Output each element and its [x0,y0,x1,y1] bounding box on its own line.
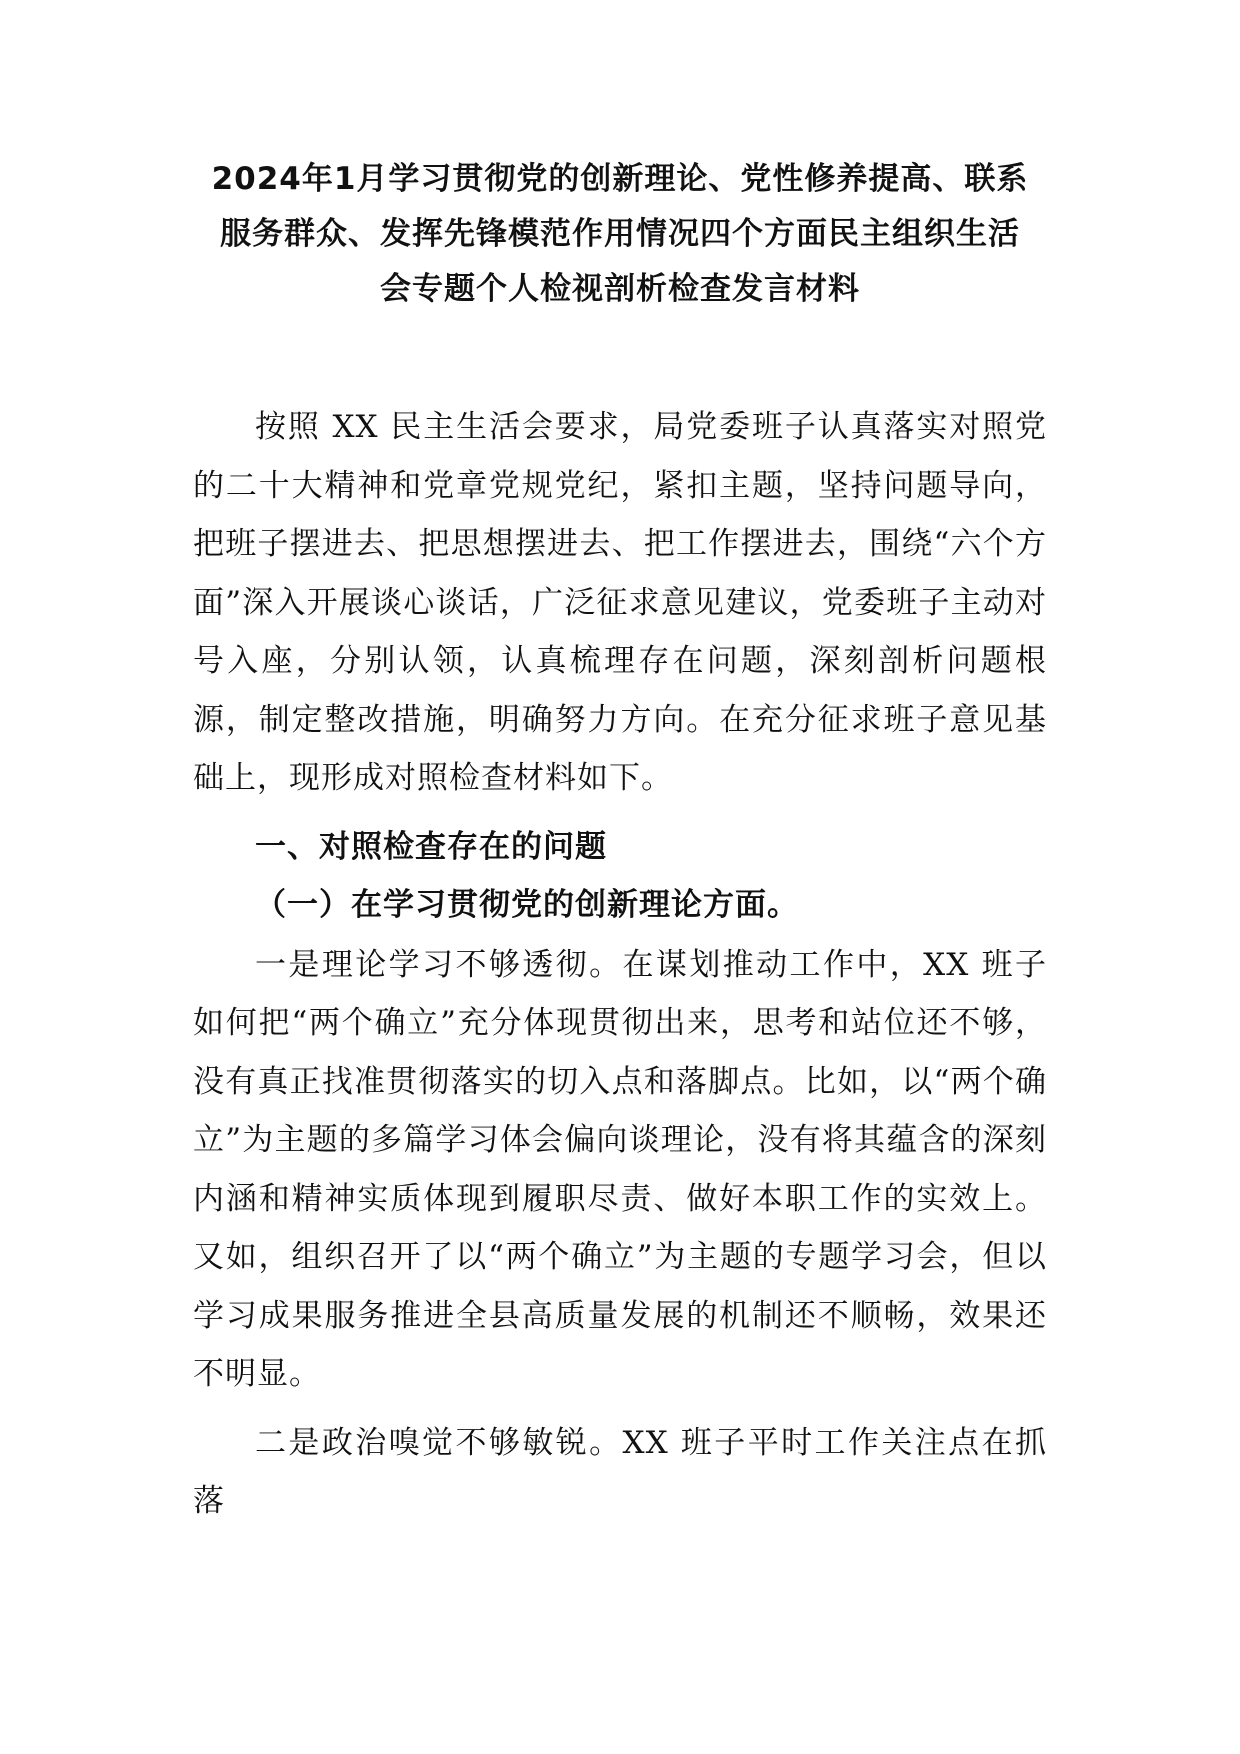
subsection-heading: （一）在学习贯彻党的创新理论方面。 [255,886,799,923]
section-heading: 一、对照检查存在的问题 [255,828,607,865]
title-line-2: 服务群众、发挥先锋模范作用情况四个方面民主组织生活 [220,216,1020,252]
document-title [190,152,1050,317]
document-body [193,398,1047,1531]
title-line-1: 2024年1月学习贯彻党的创新理论、党性修养提高、联系 [211,161,1029,197]
point-two-paragraph: 二是政治嗅觉不够敏锐。XX 班子平时工作关注点在抓落 [193,1424,1047,1519]
point-one-paragraph: 一是理论学习不够透彻。在谋划推动工作中，XX 班子如何把“两个确立”充分体现贯彻出来，思考和站位还不够，没有真正找准贯彻落实的切入点和落脚点。比如，以“两个确立”为主题的多篇学习体会偏向谈理论，没有将其蕴含的深刻内涵和精神实质体现到履职尽责、做好本职工作的实效上。又如，组织召开了以“两个确立”为主题的专题学习会，但以学习成果服务推进全县高质量发展的机制还不顺畅，效果还不明显。 [193,946,1047,1392]
title-line-3: 会专题个人检视剖析检查发言材料 [380,271,860,307]
intro-paragraph: 按照 XX 民主生活会要求，局党委班子认真落实对照党的二十大精神和党章党规党纪，紧扣主题，坚持问题导向，把班子摆进去、把思想摆进去、把工作摆进去，围绕“六个方面”深入开展谈心谈话，广泛征求意见建议，党委班子主动对号入座，分别认领，认真梳理存在问题，深刻剖析问题根源，制定整改措施，明确努力方向。在充分征求班子意见基础上，现形成对照检查材料如下。 [193,409,1047,796]
